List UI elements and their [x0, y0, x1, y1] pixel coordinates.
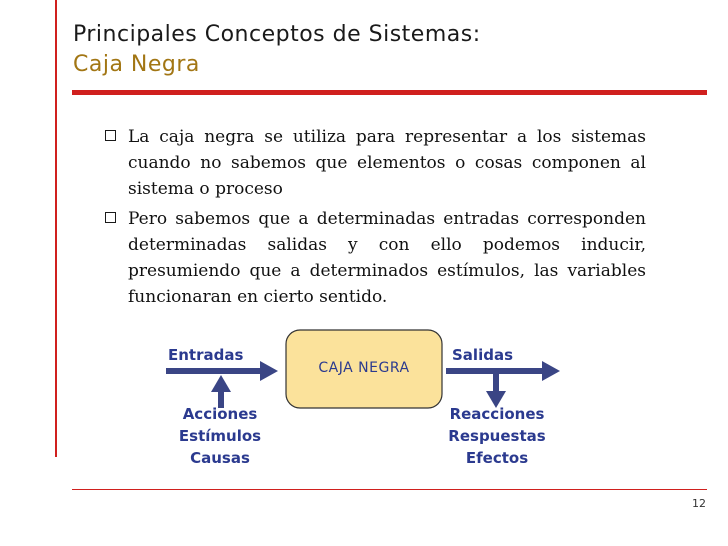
black-box-label: CAJA NEGRA [318, 360, 410, 376]
input-arrow-head [260, 361, 278, 381]
slide-title: Principales Conceptos de Sistemas: [73, 22, 481, 47]
output-arrow-head [542, 361, 560, 381]
bullet-text: Pero sabemos que a determinadas entradas corresponden determinadas salidas y con ello podemos inducir, presumiendo que a determinados estímulos, las variables funcionaran en cierto sentido. [128, 209, 646, 307]
output-example: Respuestas [448, 427, 546, 445]
input-examples [160, 403, 280, 469]
footer-line [72, 489, 707, 490]
input-example: Estímulos [178, 427, 262, 445]
inputs-label: Entradas [168, 346, 244, 364]
output-example: Reacciones [449, 405, 545, 423]
outputs-label: Salidas [452, 346, 513, 364]
page-number: 12 [692, 497, 706, 510]
output-examples [432, 403, 562, 469]
slide-subtitle: Caja Negra [73, 52, 200, 77]
input-example: Acciones [182, 405, 258, 423]
input-example: Causas [190, 449, 250, 467]
bullet-text: La caja negra se utiliza para representar a los sistemas cuando no sabemos que elementos o cosas componen al sistema o proceso [128, 127, 646, 199]
output-example: Efectos [465, 449, 529, 467]
stimulus-arrow-head [211, 375, 231, 392]
